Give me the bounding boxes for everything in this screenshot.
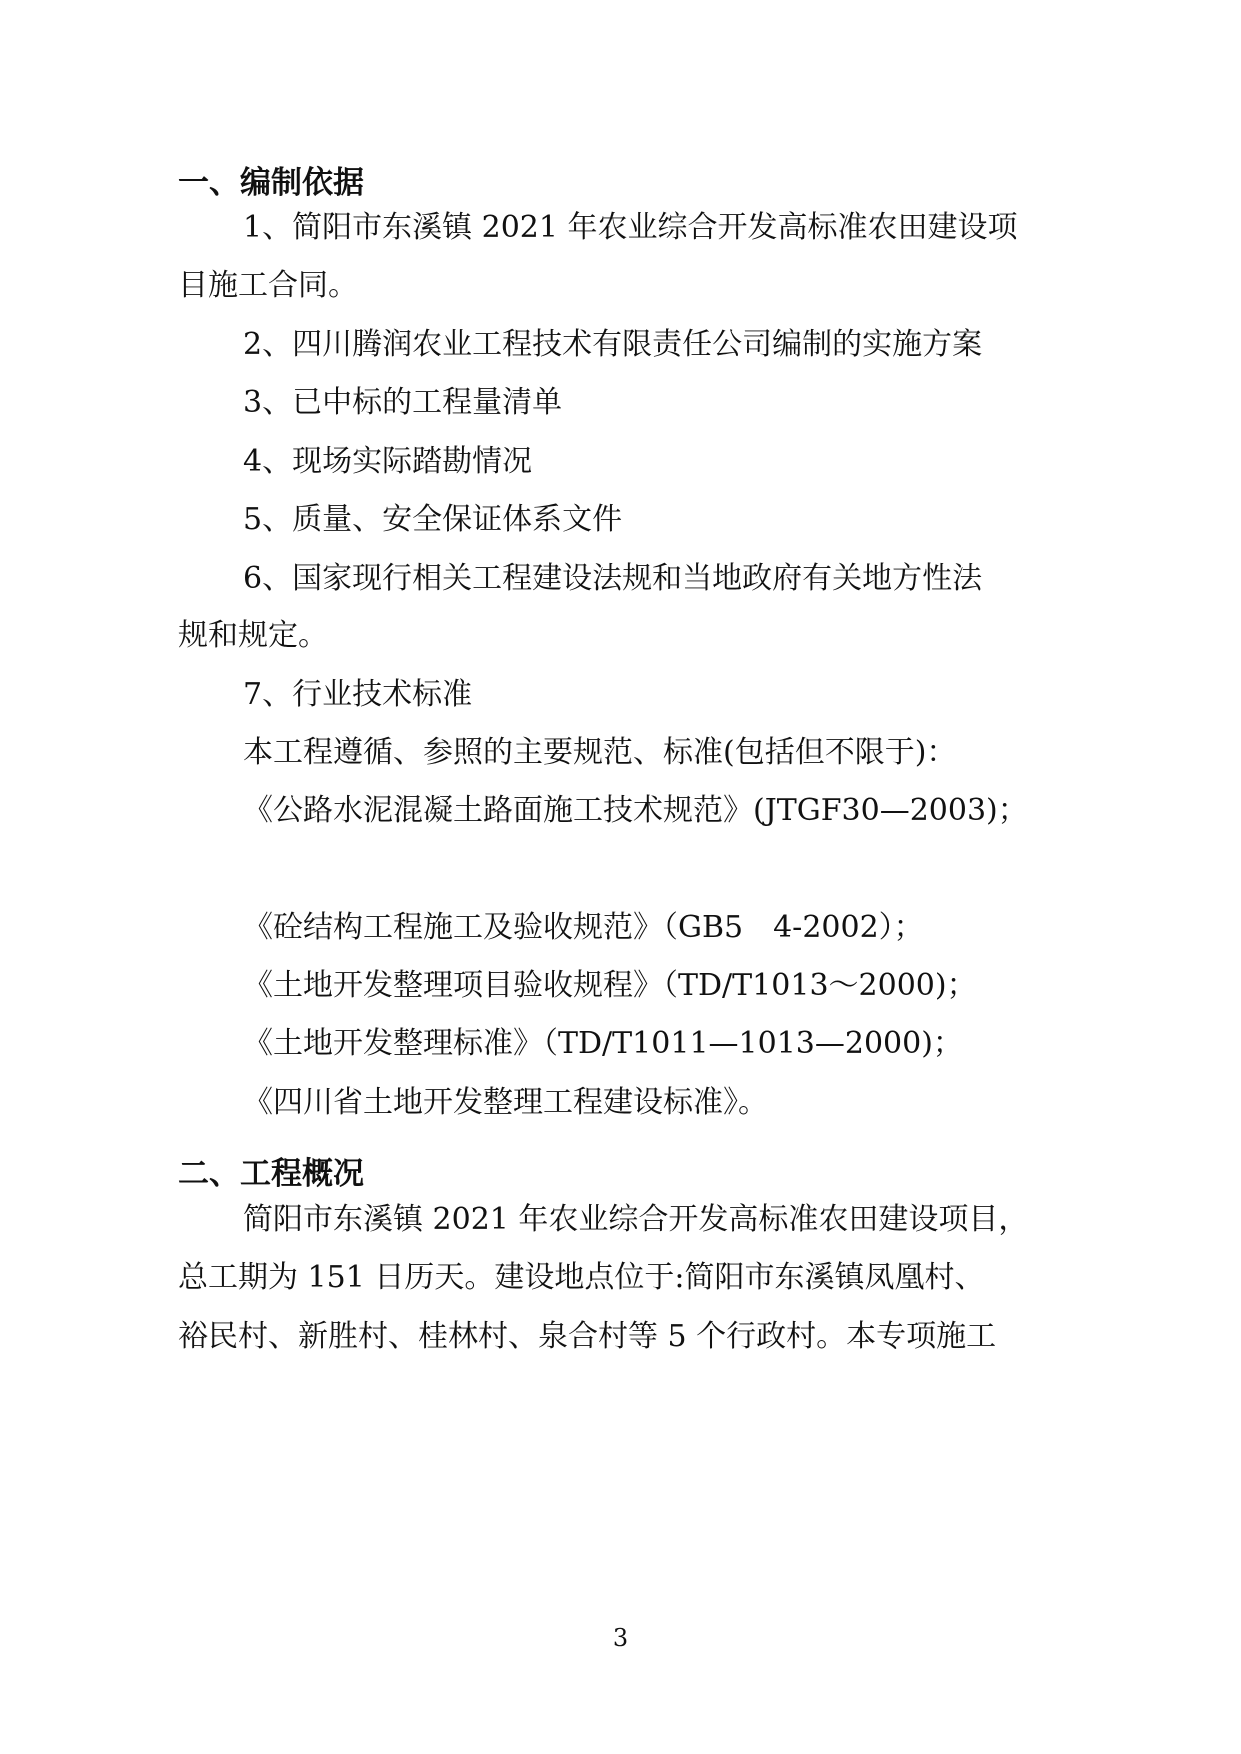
overview-paragraph-line: 裕民村、新胜村、桂林村、泉合村等 5 个行政村。本专项施工 xyxy=(178,1319,997,1354)
basis-item-1: 1、简阳市东溪镇 2021 年农业综合开发高标准农田建设项 xyxy=(243,210,1018,245)
standards-intro: 本工程遵循、参照的主要规范、标准(包括但不限于)： xyxy=(243,735,957,770)
standard-item: 《土地开发整理标准》（TD/T1011—1013—2000)； xyxy=(243,1026,963,1061)
basis-item-1-continued: 目施工合同。 xyxy=(178,268,358,303)
section-heading-basis: 一、编制依据 xyxy=(178,165,364,201)
standard-item: 《四川省土地开发整理工程建设标准》。 xyxy=(243,1085,768,1120)
basis-item-4: 4、现场实际踏勘情况 xyxy=(243,444,533,479)
standard-item: 《公路水泥混凝土路面施工技术规范》(JTGF30—2003)； xyxy=(243,793,1028,828)
basis-item-2: 2、四川腾润农业工程技术有限责任公司编制的实施方案 xyxy=(243,327,983,362)
page-number: 3 xyxy=(612,1624,629,1652)
section-heading-overview: 二、工程概况 xyxy=(178,1156,364,1192)
overview-paragraph-line: 总工期为 151 日历天。建设地点位于:简阳市东溪镇凤凰村、 xyxy=(178,1260,985,1295)
basis-item-7: 7、行业技术标准 xyxy=(243,677,473,712)
standard-item: 《土地开发整理项目验收规程》（TD/T1013～2000)； xyxy=(243,968,977,1003)
basis-item-6: 6、国家现行相关工程建设法规和当地政府有关地方性法 xyxy=(243,561,983,596)
basis-item-3: 3、已中标的工程量清单 xyxy=(243,385,563,420)
basis-item-6-continued: 规和规定。 xyxy=(178,618,328,653)
overview-paragraph-line: 简阳市东溪镇 2021 年农业综合开发高标准农田建设项目， xyxy=(243,1202,1029,1237)
basis-item-5: 5、质量、安全保证体系文件 xyxy=(243,502,623,537)
standard-item: 《砼结构工程施工及验收规范》（GB5 4-2002）； xyxy=(243,910,924,945)
